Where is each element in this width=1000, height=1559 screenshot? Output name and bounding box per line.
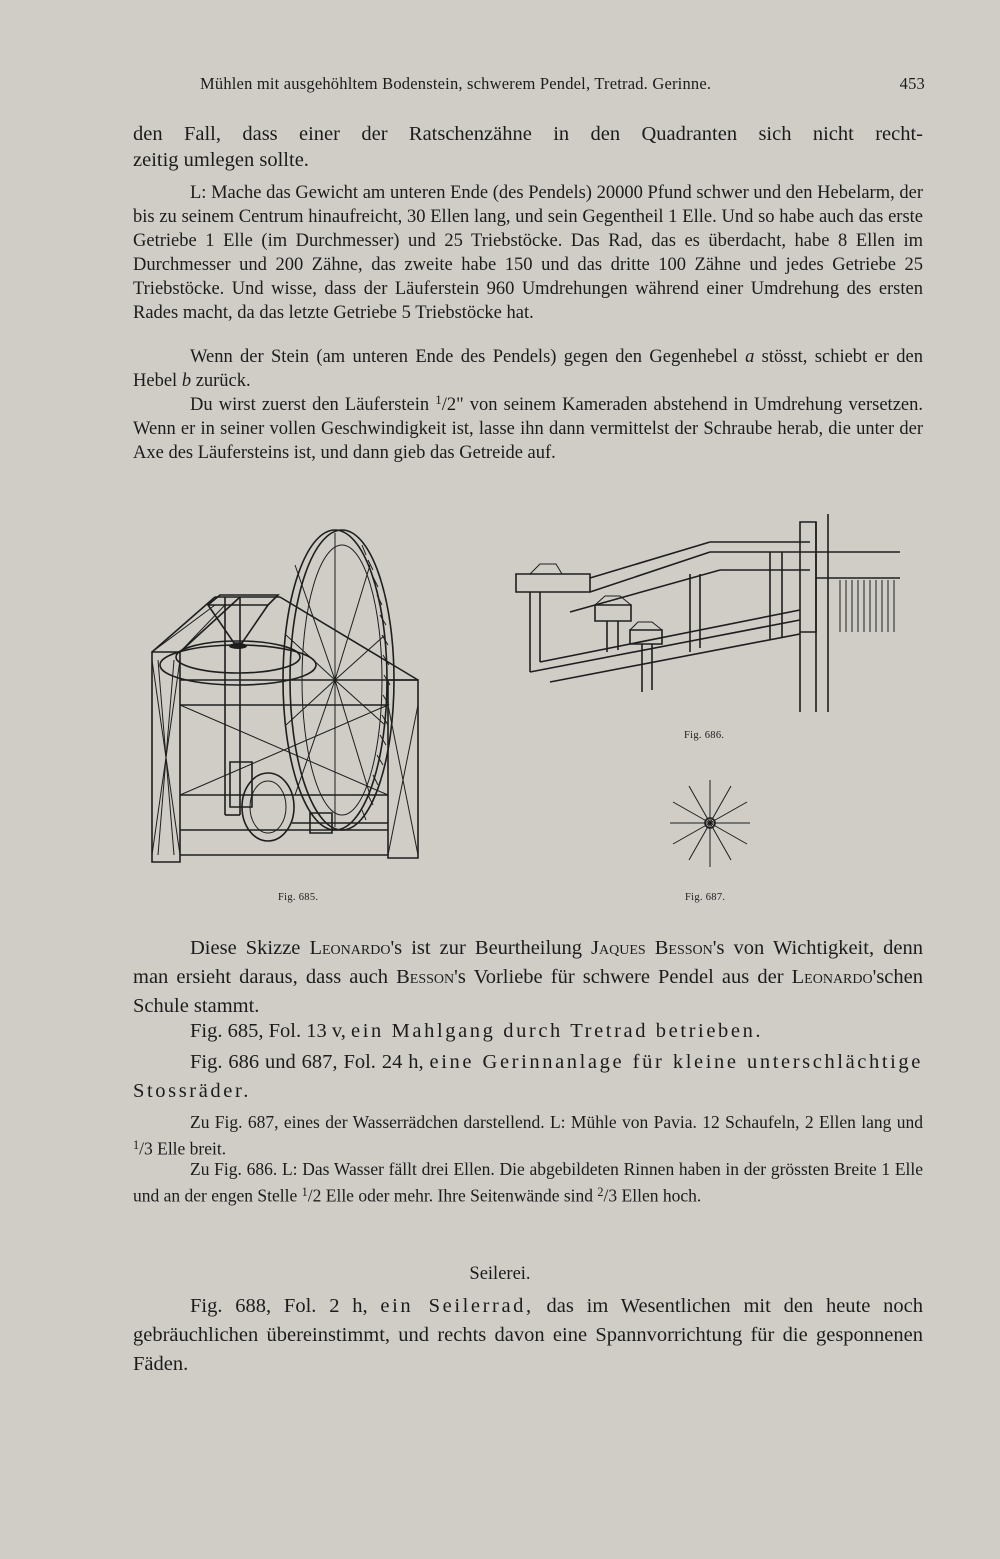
fraction-denominator: /3 <box>603 1185 618 1206</box>
text: Zu Fig. 687, eines der Wasserrädchen darstellend. L: Mühle von Pavia. 12 Schaufeln, 2 Ellen lang und <box>190 1112 923 1132</box>
fraction-denominator: /2 <box>307 1185 322 1206</box>
figure-687-caption: Fig. 687. <box>685 892 726 903</box>
paragraph-stone-lever <box>133 345 923 393</box>
section-heading: Seilerei. <box>469 1264 531 1284</box>
text: 's ist zur Beurtheilung <box>390 937 592 959</box>
text: Fig. 686 und 687, Fol. 24 h, <box>190 1051 430 1073</box>
text: Fig. 685, Fol. 13 v, <box>190 1020 351 1042</box>
spaced-text: eine Gerinnanlage für kleine unterschlächtige Stossräder. <box>133 1051 923 1102</box>
fraction-numerator: 1 <box>133 1138 140 1152</box>
text: Fig. 688, Fol. 2 h, <box>190 1295 381 1317</box>
figure-685-treadmill <box>130 515 440 865</box>
name-leonardo: Leonardo <box>309 937 391 959</box>
text: das im Wesentlichen mit den heute noch gebräuchlichen übereinstimmt, und rechts davon eine Spannvorrichtung für die gesponnenen Fäden. <box>133 1295 923 1375</box>
millstone-hopper <box>160 595 316 685</box>
paragraph-leonardo-quote <box>133 181 923 325</box>
fraction-numerator: 2 <box>597 1185 604 1199</box>
text: Wenn der Stein (am unteren Ende des Pendels) gegen den Gegenhebel <box>190 347 746 367</box>
text: zurück. <box>191 371 251 391</box>
text: 's Vorliebe für schwere Pendel aus der <box>454 966 792 988</box>
figure-686-channels <box>510 512 905 717</box>
fraction-denominator: /3 <box>139 1138 153 1159</box>
text: 'schen Schule stammt. <box>133 966 923 1017</box>
paragraph-besson <box>133 934 923 1021</box>
figure-687-waterwheel <box>670 775 750 870</box>
text-line: den Fall, dass einer der Ratschenzähne in den Quadranten sich nicht recht- <box>133 123 923 145</box>
spaced-text: ein Mahlgang durch Tretrad betrieben. <box>351 1020 764 1042</box>
spaced-text: ein Seilerrad, <box>380 1295 534 1317</box>
page-number: 453 <box>899 74 925 93</box>
wheel-paddles <box>670 780 750 867</box>
running-header <box>200 74 925 94</box>
name-jaques-besson: Jaques Besson <box>591 937 713 959</box>
paragraph-fig686-687 <box>133 1048 923 1106</box>
fraction-numerator: 1 <box>435 392 442 407</box>
running-title: Mühlen mit ausgehöhltem Bodenstein, schwerem Pendel, Tretrad. Gerinne. <box>200 74 712 93</box>
fraction-numerator: 1 <box>301 1185 308 1199</box>
text: stösst, schiebt er den Hebel <box>133 347 923 391</box>
name-besson: Besson <box>396 966 455 988</box>
text: " von seinem Kameraden abstehend in Umdrehung versetzen. Wenn er in seiner vollen Geschwindigkeit ist, lasse ihn dann vermittelst der Schraube herab, die unter der Axe des Läufersteins ist, und dann gieb das Getreide auf. <box>133 394 923 463</box>
text: Elle oder mehr. Ihre Seitenwände sind <box>321 1185 598 1206</box>
paragraph-zu-fig687 <box>133 1111 923 1161</box>
text: Zu Fig. 686. L: Das Wasser fällt drei Ellen. Die abgebildeten Rinnen haben in der grössten Breite 1 Elle und an der engen Stelle <box>133 1159 923 1206</box>
paragraph-continuation-line1 <box>133 122 923 147</box>
variable-b: b <box>181 371 192 391</box>
text: Diese Skizze <box>190 937 310 959</box>
figure-685-caption: Fig. 685. <box>278 892 319 903</box>
text: 's von Wichtigkeit, denn man ersieht daraus, dass auch <box>133 937 923 988</box>
text: Ellen hoch. <box>617 1185 702 1206</box>
paragraph-runner-stone <box>133 388 923 465</box>
text: Du wirst zuerst den Läuferstein <box>190 394 436 415</box>
fraction-denominator: /2 <box>441 394 457 415</box>
text: Elle breit. <box>152 1138 227 1159</box>
paragraph-continuation-line2 <box>133 148 923 173</box>
figure-686-caption: Fig. 686. <box>684 730 725 741</box>
paragraph-zu-fig686 <box>133 1158 923 1208</box>
lower-gear <box>230 762 388 841</box>
paragraph-fig685 <box>133 1019 923 1044</box>
variable-a: a <box>745 347 755 367</box>
text-line: zeitig umlegen sollte. <box>133 149 309 171</box>
name-leonardo: Leonardo <box>791 966 873 988</box>
channel-frame <box>516 514 900 712</box>
text: L: Mache das Gewicht am unteren Ende (des Pendels) 20000 Pfund schwer und den Hebelarm, der bis zu seinem Centrum hinaufreicht, 30 Ellen lang, und sein Gegentheil 1 Elle. Und so habe auch das erste Getriebe 1 Elle (im Durchmesser) und 25 Triebstöcke. Das Rad, das es überdacht, habe 8 Ellen im Durchmesser und 200 Zähne, das zweite habe 150 und das dritte 100 Zähne und jedes Getriebe 25 Triebstöcke. Und wisse, dass der Läuferstein 960 Umdrehungen während einer Umdrehung des ersten Rades macht, da das letzte Getriebe 5 Triebstöcke hat. <box>133 183 923 323</box>
paragraph-fig688 <box>133 1292 923 1379</box>
